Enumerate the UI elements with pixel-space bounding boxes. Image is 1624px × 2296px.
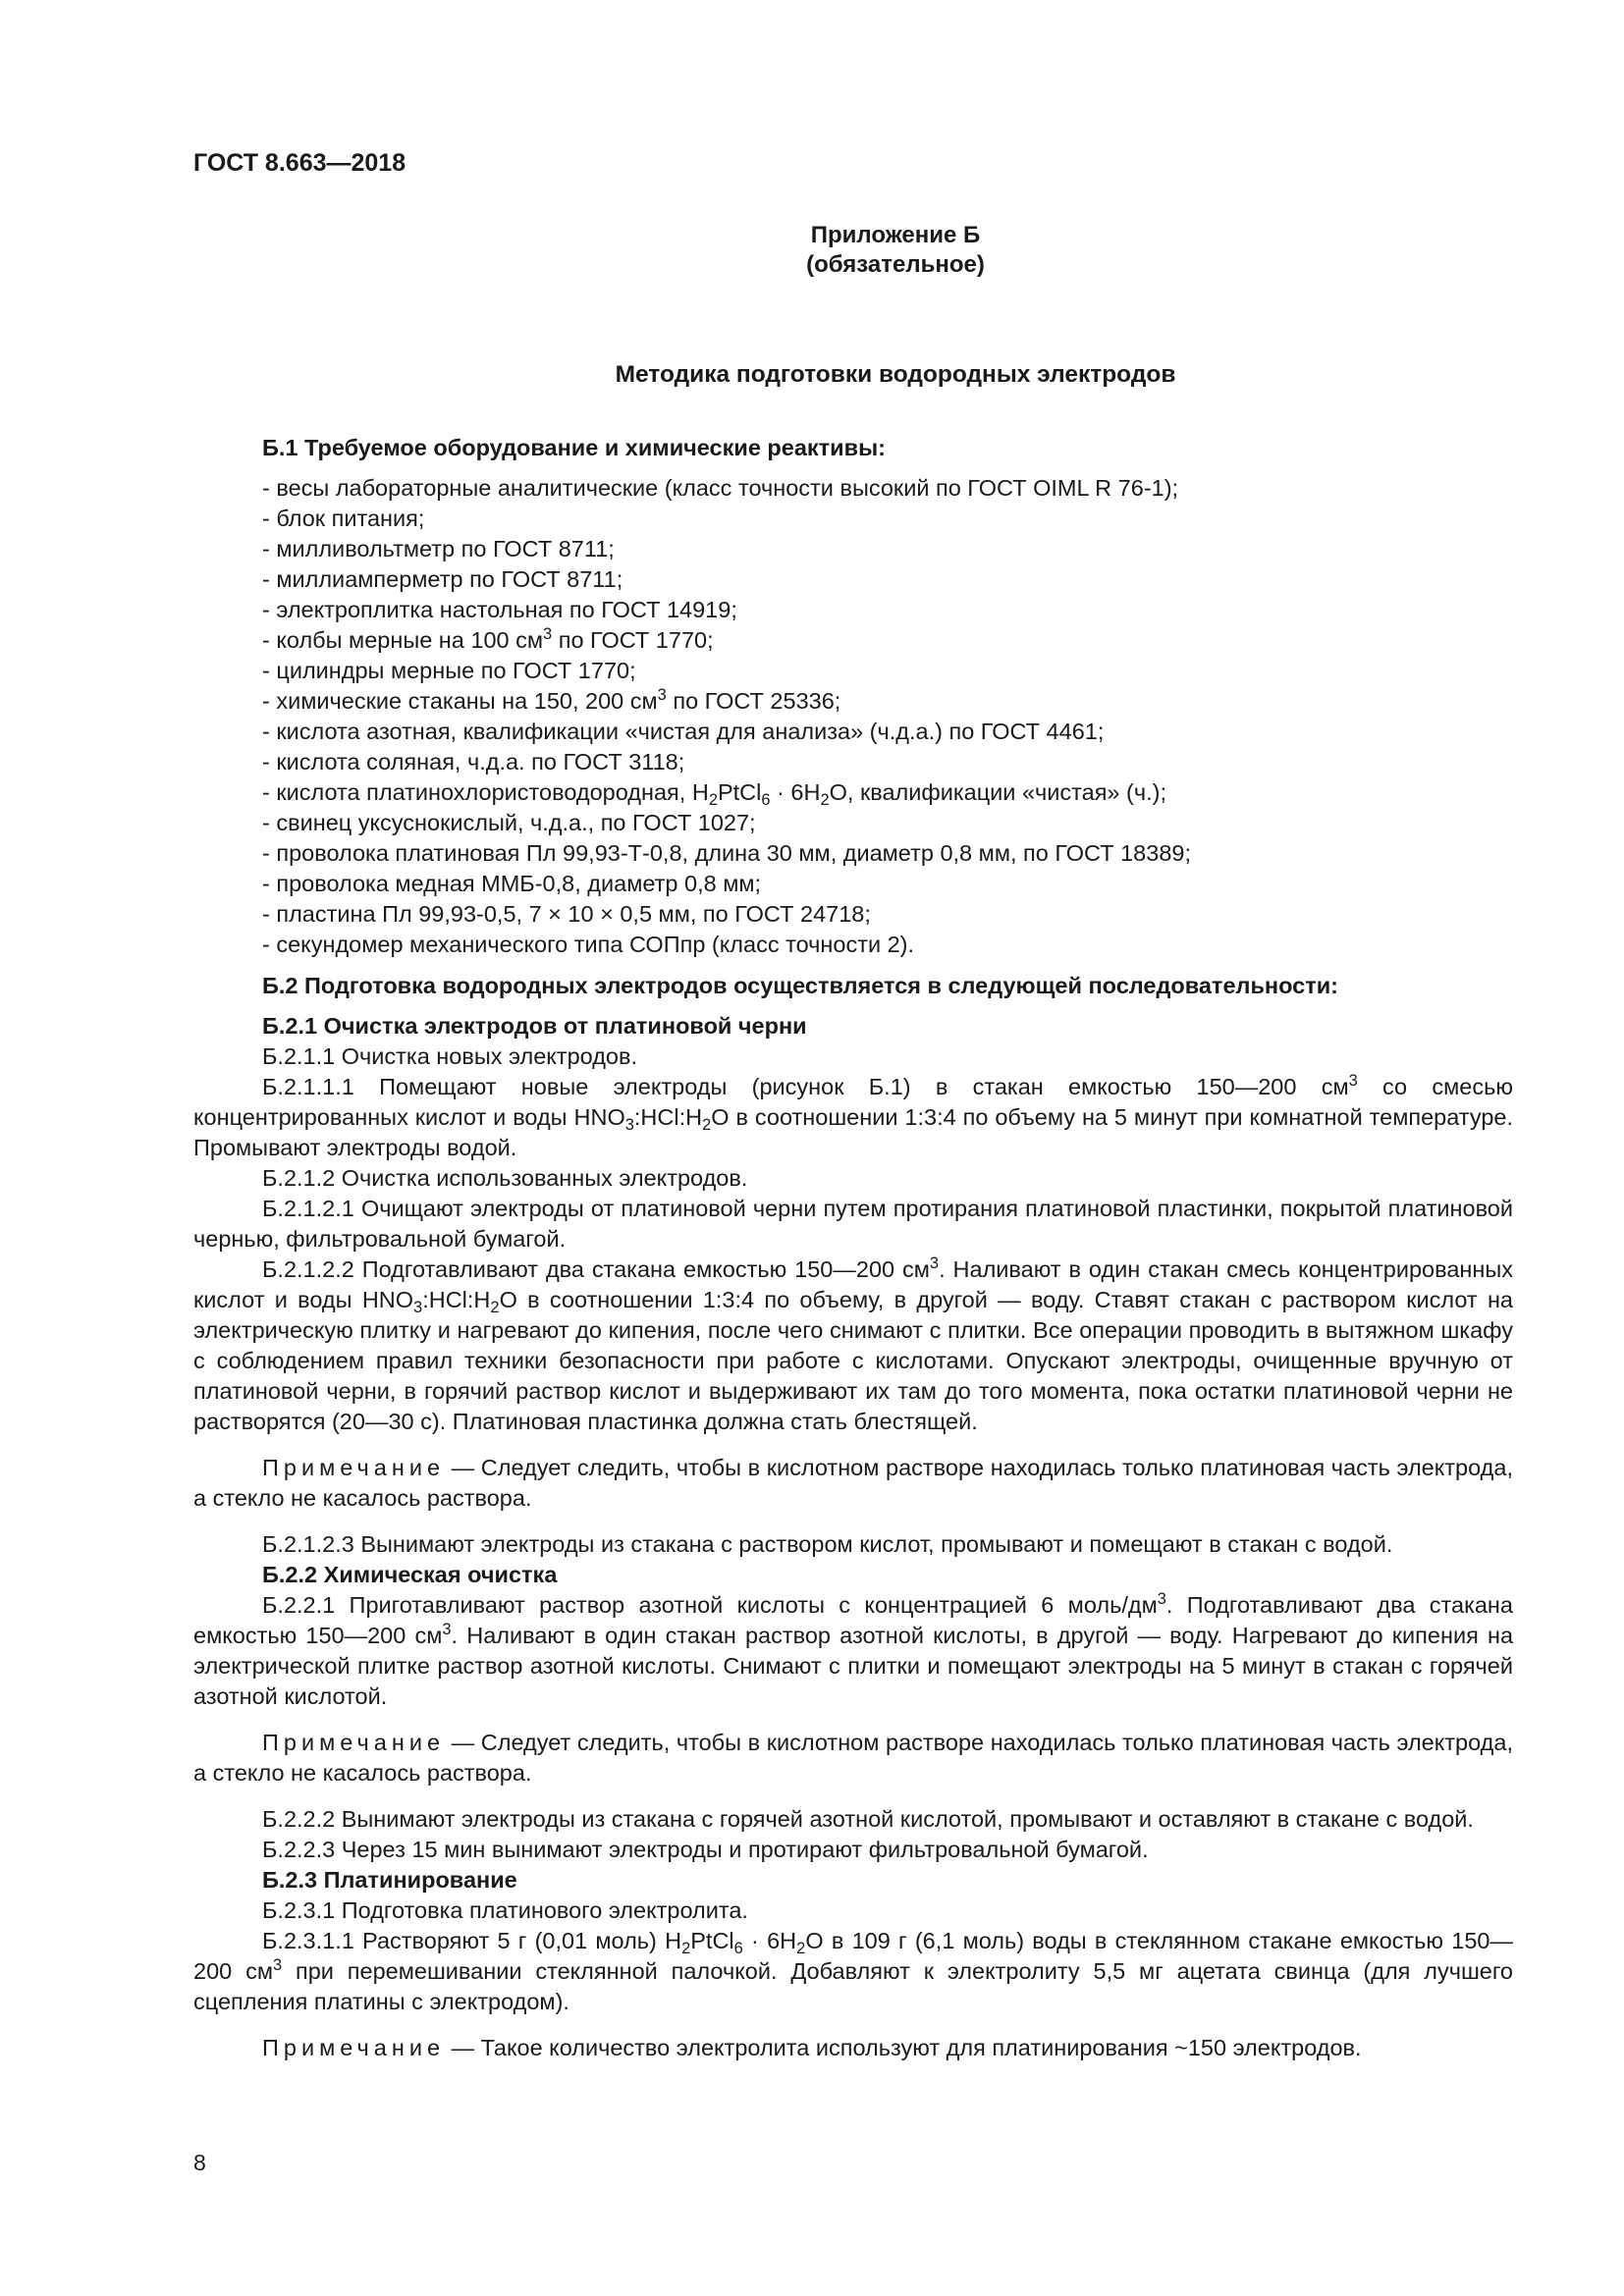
equipment-list — [262, 473, 1513, 960]
section-b2-heading: Б.2 Подготовка водородных электродов осуществляется в следующей последовательности: — [262, 973, 1338, 998]
list-item: - проволока медная ММБ-0,8, диаметр 0,8 мм; — [262, 871, 762, 896]
list-item: - свинец уксуснокислый, ч.д.а., по ГОСТ 1027; — [262, 810, 756, 835]
page-number: 8 — [193, 2150, 206, 2175]
list-item: - кислота соляная, ч.д.а. по ГОСТ 3118; — [262, 749, 685, 774]
paragraph-b212: Б.2.1.2 Очистка использованных электродов. — [262, 1165, 748, 1191]
list-item: - электроплитка настольная по ГОСТ 14919; — [262, 597, 737, 622]
annex-title: Приложение Б — [810, 222, 981, 248]
paragraph-b2122: Б.2.1.2.2 Подготавливают два стакана емкостью 150—200 $см^3$. Наливают в один стакан смесь концентрированных кислот и воды $HNO_3:HCl:H_2O$ в соотношении 1:3:4 по объему, в другой — воду. Ставят стакан с раствором кислот на электрическую плитку и нагревают до кипения, после чего снимают с плитки. Все операции проводить в вытяжном шкафу с соблюдением правил техники безопасности при работе с кислотами. Опускают электроды, очищенные вручную от платиновой черни, в горячий раствор кислот и выдерживают их там до того момента, пока остатки платиновой черни не растворятся (20—30 с). Платиновая пластинка должна стать блестящей. — [193, 1255, 1513, 1434]
paragraph-b2121: Б.2.1.2.1 Очищают электроды от платиновой черни путем протирания платиновой пластинки, покрытой платиновой чернью, фильтровальной бумагой. — [193, 1196, 1513, 1252]
section-b23-heading: Б.2.3 Платинирование — [262, 1867, 517, 1893]
section-b22-heading: Б.2.2 Химическая очистка — [262, 1562, 558, 1587]
note-1: Примечание — Следует следить, чтобы в кислотном растворе находилась только платиновая часть электрода, а стекло не касалось раствора. — [193, 1455, 1513, 1511]
method-title: Методика подготовки водородных электродов — [615, 361, 1176, 388]
paragraph-b221: Б.2.2.1 Приготавливают раствор азотной кислоты с концентрацией 6 моль/$дм^3$. Подготавливают два стакана емкостью 150—200 $см^3$. Наливают в один стакан раствор азотной кислоты, в другой — воду. Нагревают до кипения на электрической плитке раствор азотной кислоты. Снимают с плитки и помещают электроды на 5 минут в стакан с горячей азотной кислотой. — [193, 1590, 1514, 1709]
paragraph-b223: Б.2.2.3 Через 15 мин вынимают электроды и протирают фильтровальной бумагой. — [262, 1837, 1149, 1862]
list-item: - миллиамперметр по ГОСТ 8711; — [262, 566, 623, 592]
paragraph-b231: Б.2.3.1 Подготовка платинового электролита. — [262, 1897, 748, 1923]
list-item: - весы лабораторные аналитические (класс точности высокий по ГОСТ OIML R 76-1); — [262, 475, 1179, 501]
note-3: Примечание — Такое количество электролита используют для платинирования ~150 электродов. — [262, 2035, 1362, 2060]
section-b1-heading: Б.1 Требуемое оборудование и химические реактивы: — [262, 435, 886, 460]
list-item: - кислота платинохлористоводородная, $H_2PtCl_6 \cdot 6H_2O$, квалификации «чистая» (ч.); — [262, 779, 1166, 809]
annex-status: (обязательное) — [806, 251, 985, 278]
document-code: ГОСТ 8.663—2018 — [193, 149, 406, 177]
paragraph-b2311: Б.2.3.1.1 Растворяют 5 г (0,01 моль) $H_2PtCl_6 \cdot 6H_2O$ в 109 г (6,1 моль) воды в стеклянном стакане емкостью 150—200 $см^3$ при перемешивании стеклянной палочкой. Добавляют к электролиту 5,5 мг ацетата свинца (для лучшего сцепления платины с электродом). — [193, 1928, 1513, 2014]
list-item: - цилиндры мерные по ГОСТ 1770; — [262, 658, 636, 683]
section-b21-heading: Б.2.1 Очистка электродов от платиновой черни — [262, 1013, 807, 1039]
list-item: - пластина Пл 99,93-0,5, 7 × 10 × 0,5 мм, по ГОСТ 24718; — [262, 901, 871, 927]
list-item: - колбы мерные на 100 $см^3$ по ГОСТ 1770; — [262, 625, 714, 653]
list-item: - проволока платиновая Пл 99,93-Т-0,8, длина 30 мм, диаметр 0,8 мм, по ГОСТ 18389; — [262, 840, 1191, 866]
paragraph-b222: Б.2.2.2 Вынимают электроды из стакана с горячей азотной кислотой, промывают и оставляют в стакане с водой. — [262, 1806, 1474, 1832]
paragraph-b2123: Б.2.1.2.3 Вынимают электроды из стакана с раствором кислот, промывают и помещают в стакан с водой. — [262, 1531, 1393, 1557]
list-item: - блок питания; — [262, 506, 425, 531]
note-2: Примечание — Следует следить, чтобы в кислотном растворе находилась только платиновая часть электрода, а стекло не касалось раствора. — [193, 1730, 1513, 1786]
list-item: - химические стаканы на 150, 200 $см^3$ по ГОСТ 25336; — [262, 686, 841, 714]
paragraph-b211: Б.2.1.1 Очистка новых электродов. — [262, 1043, 637, 1069]
list-item: - милливольтметр по ГОСТ 8711; — [262, 536, 615, 561]
paragraph-b2111: Б.2.1.1.1 Помещают новые электроды (рисунок Б.1) в стакан емкостью 150—200 $см^3$ со смесью концентрированных кислот и воды $HNO_3:HCl:H_2O$ в соотношении 1:3:4 по объему на 5 минут при комнатной температуре. Промывают электроды водой. — [193, 1072, 1513, 1160]
list-item: - секундомер механического типа СОПпр (класс точности 2). — [262, 932, 915, 957]
list-item: - кислота азотная, квалификации «чистая для анализа» (ч.д.а.) по ГОСТ 4461; — [262, 719, 1105, 744]
body-text — [193, 433, 1513, 2079]
